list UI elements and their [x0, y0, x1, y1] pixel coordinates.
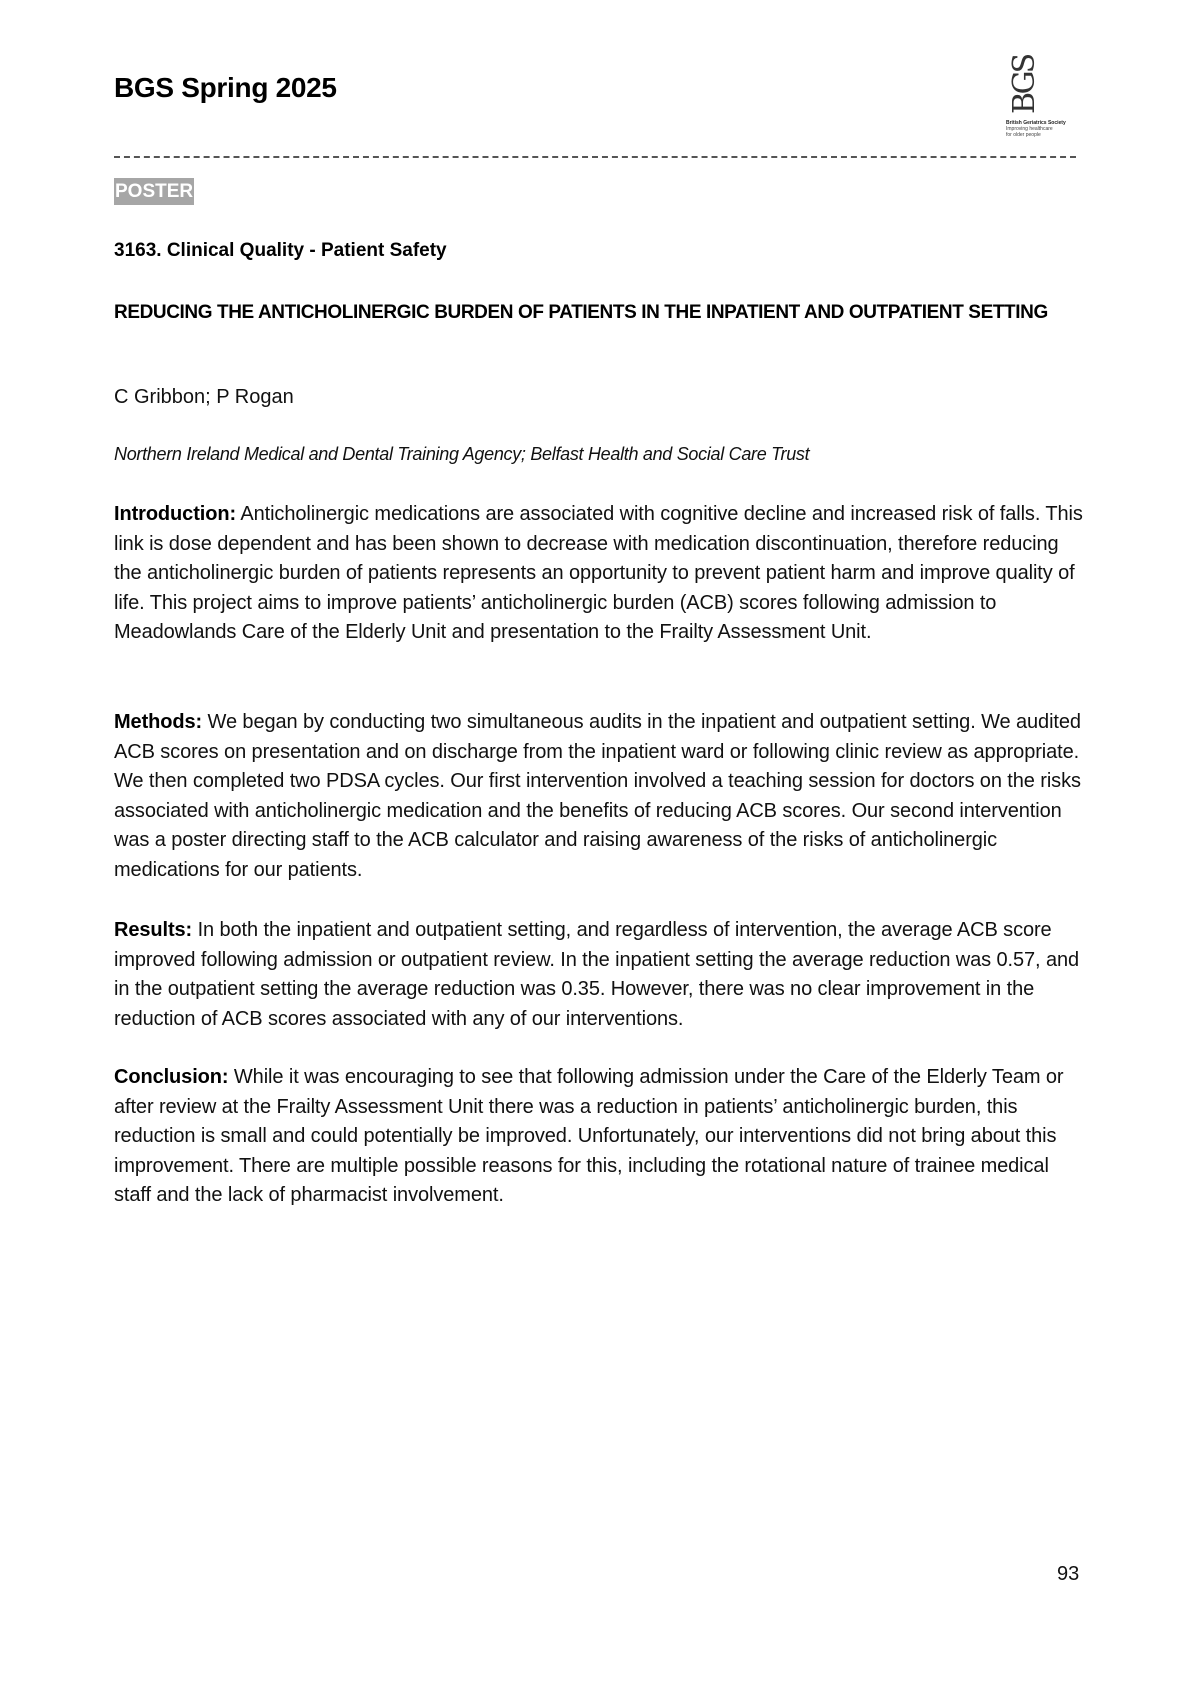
- introduction-text: Anticholinergic medications are associated with cognitive decline and increased risk of falls. This link is dose dependent and has been shown to decrease with medication discontinuation, therefore reducing the anticholinergic burden of patients represents an opportunity to prevent patient harm and improve quality of life. This project aims to improve patients’ anticholinergic burden (ACB) scores following admission to Meadowlands Care of the Elderly Unit and presentation to the Frailty Assessment Unit.: [114, 503, 1083, 643]
- session-heading: 3163. Clinical Quality - Patient Safety: [114, 240, 447, 261]
- logo-line-1: British Geriatrics Society: [1006, 120, 1066, 126]
- methods-section: [114, 708, 1089, 885]
- methods-text: We began by conducting two simultaneous audits in the inpatient and outpatient setting. We audited ACB scores on presentation and on discharge from the inpatient ward or following clinic review as appropriate. We then completed two PDSA cycles. Our first intervention involved a teaching session for doctors on the risks associated with anticholinergic medication and the benefits of reducing ACB scores. Our second intervention was a poster directing staff to the ACB calculator and raising awareness of the risks of anticholinergic medications for our patients.: [114, 711, 1081, 881]
- results-text: In both the inpatient and outpatient setting, and regardless of intervention, the average ACB score improved following admission or outpatient review. In the inpatient setting the average reduction was 0.57, and in the outpatient setting the average reduction was 0.35. However, there was no clear improvement in the reduction of ACB scores associated with any of our interventions.: [114, 919, 1080, 1030]
- logo-line-3: for older people: [1006, 132, 1041, 138]
- bgs-logo-tagline: [1006, 120, 1066, 138]
- bgs-logo: [1000, 52, 1100, 142]
- page-title: BGS Spring 2025: [114, 72, 337, 103]
- logo-line-2: Improving healthcare: [1006, 126, 1053, 132]
- abstract-title: REDUCING THE ANTICHOLINERGIC BURDEN OF PATIENTS IN THE INPATIENT AND OUTPATIENT SETTING: [114, 302, 1048, 323]
- authors: C Gribbon; P Rogan: [114, 386, 294, 408]
- bgs-logo-mark: BGS: [1007, 55, 1042, 115]
- conclusion-text: While it was encouraging to see that following admission under the Care of the Elderly Team or after review at the Frailty Assessment Unit there was a reduction in patients’ anticholinergic burden, this reduction is small and could potentially be improved. Unfortunately, our interventions did not bring about this improvement. There are multiple possible reasons for this, including the rotational nature of trainee medical staff and the lack of pharmacist involvement.: [114, 1066, 1064, 1206]
- introduction-label: Introduction:: [114, 503, 237, 525]
- conclusion-label: Conclusion:: [114, 1066, 229, 1088]
- methods-label: Methods:: [114, 711, 203, 733]
- conclusion-section: [114, 1063, 1089, 1211]
- affiliations: Northern Ireland Medical and Dental Training Agency; Belfast Health and Social Care Trust: [114, 444, 810, 464]
- results-label: Results:: [114, 919, 193, 941]
- page-number: 93: [1057, 1563, 1080, 1585]
- header-divider: [114, 156, 1076, 158]
- results-section: [114, 916, 1089, 1034]
- introduction-section: [114, 500, 1089, 648]
- poster-badge: POSTER: [114, 178, 194, 205]
